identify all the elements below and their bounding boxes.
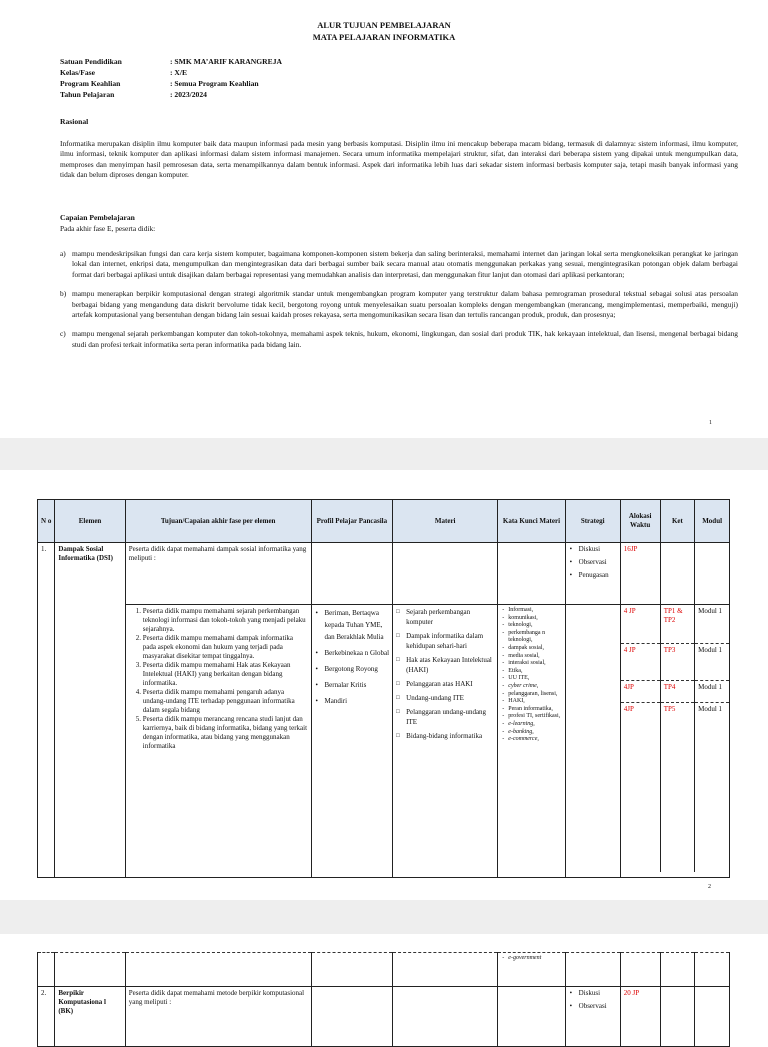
list-marker: a) [60,249,66,258]
list-item-text: mampu mendeskripsikan fungsi dan cara kerja sistem komputer, bagaimana komponen-komponen sistem bekerja dan saling berinteraksi, memahami internet dan jaringan lokal serta mengkoneksikan perangkat ke jaringan lokal dan internet, enkripsi data, mengumpulkan dan mengintegrasikan data dari berbagai sumber baik secara manual atau otomatis menggunakan perkakas yang sesuai, mengintegrasikan potongan objek dalam berbagai format dari berbagai aplikasi untuk disajikan dalam berbagai representasi yang memudahkan analisis dan interpretasi, dan menggunakan fitur lanjut dan otomasi dari aplikasi perkantoran; [72,249,738,279]
header-ket: Ket [660,500,695,543]
empty-cell [311,543,393,605]
empty-cell [695,953,730,987]
list-marker: b) [60,289,67,299]
rasional-heading: Rasional [60,117,89,126]
header-elemen: Elemen [55,500,125,543]
list-item: 2. Peserta didik mampu memahami dampak informatika pada aspek ekonomi dan hukum yang terjadi pada masyarakat disekitar tempat tinggalnya. [143,634,308,661]
header-no: N o [38,500,55,543]
alokasi-total: 20 JP [620,987,660,1047]
list-item: • Diskusi [579,989,617,998]
table-row [38,953,730,987]
list-item: • Observasi [579,558,617,567]
alloc-modul: Modul 1 [698,704,723,713]
empty-cell [393,987,498,1047]
kata-kunci-list [501,607,561,744]
empty-cell [55,953,125,987]
alokasi-subtable [621,605,729,872]
strategi-cell [565,987,620,1047]
keyword-item: - UU ITE, [508,675,561,683]
meta-block [60,57,460,101]
keyword-item: - komunikasi, [508,615,561,623]
list-item [60,249,738,280]
alloc-modul: Modul 1 [695,643,729,680]
list-item: □ Hak atas Kekayaan Intelektual (HAKI) [406,655,494,675]
list-item-text: mampu menerapkan berpikir komputasional dengan strategi algoritmik standar untuk mengembangkan program komputer yang terstruktur dalam bahasa pemrograman prosedural tekstual sebagai solusi atas persoalan berbagai bidang yang mengandung data diskrit bervolume tidak kecil, bergotong royong untuk menyelesaikan suatu persoalan kompleks dengan mengembangkan (merancang, mengimplementasi, memperbaiki, menguji) artefak komputasional yang bersentuhan dengan bidang lain sesuai kaidah proses rekayasa, serta mengomunikasikan secara lisan dan tertulis rancangan produk, produk, dan prosesnya; [72,289,738,320]
list-marker: c) [60,329,66,339]
keyword-item: - e-banking, [508,729,561,737]
list-item: • Mandiri [325,695,390,707]
empty-cell [393,543,498,605]
keyword-item: - e-commerce, [508,736,561,744]
list-item-text: mampu mengenal sejarah perkembangan komputer dan tokoh-tokohnya, memahami aspek teknis, hukum, ekonomi, lingkungan, dan sosial dari produk TIK, hak kekayaan intelektual, dan lisensi, mengenal berbagai bidang studi dan profesi terkait informatika serta peran informatika pada bidang lain. [72,329,738,349]
list-item: - e-government [508,955,561,963]
keyword-item: - interaksi sosial, [508,660,561,668]
list-item: • Bergotong Royong [325,663,390,675]
header-tujuan: Tujuan/Capaian akhir fase per elemen [125,500,311,543]
list-item: □ Undang-undang ITE [406,693,494,703]
list-item: 3. Peserta didik mampu memahami Hak atas Kekayaan Intelektual (HAKI) yang berkaitan dengan bidang informatika. [143,661,308,688]
keyword-item: - dampak sosial, [508,645,561,653]
meta-row [60,68,460,79]
list-item: □ Sejarah perkembangan komputer [406,607,494,627]
list-item: • Bernalar Kritis [325,679,390,691]
alokasi-total: 16JP [620,543,660,605]
table-row [38,987,730,1047]
alloc-row [621,643,729,680]
alloc-ket: TP5 [660,702,694,872]
row-number: 2. [38,987,55,1047]
empty-cell [393,953,498,987]
tujuan-intro: Peserta didik dapat memahami metode berpikir komputasional yang meliputi : [125,987,311,1047]
alloc-jp: 4 JP [621,643,660,680]
empty-cell [620,953,660,987]
keyword-item: - Etika, [508,668,561,676]
list-item [60,289,738,320]
tujuan-intro: Peserta didik dapat memahami dampak sosial informatika yang meliputi : [125,543,311,605]
empty-cell [565,953,620,987]
header-alokasi: Alokasi Waktu [620,500,660,543]
keyword-item: - Informasi, [508,607,561,615]
list-item: □ Bidang-bidang informatika [406,731,494,741]
atp-table-continued [37,952,730,1047]
row-number: 1. [38,543,55,878]
page-2 [0,470,768,900]
header-modul: Modul [695,500,730,543]
alloc-row [621,605,729,643]
document-title: ALUR TUJUAN PEMBELAJARAN [317,20,451,30]
keyword-item: - perkembanga n teknologi, [508,630,561,645]
keyword-item: - pelanggaran, lisensi, [508,691,561,699]
list-item: 4. Peserta didik mampu memahami pengaruh adanya undang-undang ITE terhadap penggunaan informatika dalam segala bidang [143,688,308,715]
alloc-jp: 4JP [621,702,660,872]
list-item: • Penugasan [579,571,617,580]
meta-value: : SMK MA’ARIF KARANGREJA [170,57,282,66]
keyword-item: - HAKI, [508,698,561,706]
alloc-jp: 4JP [621,680,660,702]
document-subtitle: MATA PELAJARAN INFORMATIKA [312,32,456,42]
capaian-heading: Capaian Pembelajaran [60,213,135,222]
alloc-jp: 4 JP [621,605,660,643]
meta-row [60,90,460,101]
header-profil: Profil Pelajar Pancasila [311,500,393,543]
kata-kunci-cell [498,605,565,878]
meta-row [60,79,460,90]
page-1 [0,0,768,438]
alokasi-detail-cell [620,605,729,878]
meta-label: Program Keahlian [60,79,121,88]
empty-cell [38,953,55,987]
elemen-cell: Berpikir Komputasiona l (BK) [55,987,125,1047]
list-item: 1. Peserta didik mampu memahami sejarah perkembangan teknologi informasi dan tokoh-tokoh yang menjadi pelaku sejarahnya. [143,607,308,634]
alloc-ket: TP4 [660,680,694,702]
meta-label: Kelas/Fase [60,68,96,77]
meta-label: Tahun Pelajaran [60,90,115,99]
meta-label: Satuan Pendidikan [60,57,122,66]
empty-cell [660,953,695,987]
alloc-row [621,680,729,702]
header-kata-kunci: Kata Kunci Materi [498,500,565,543]
list-item: □ Dampak informatika dalam kehidupan sehari-hari [406,631,494,651]
list-item [60,329,738,350]
empty-cell [311,953,393,987]
kata-kunci-cell [498,953,565,987]
strategi-cell [565,543,620,605]
table-row [38,605,730,878]
profil-cell [311,605,393,878]
page-gap [0,438,768,470]
keyword-item: - cyber crime, [508,683,561,691]
materi-cell [393,605,498,878]
table-row [38,543,730,605]
empty-cell [498,987,565,1047]
empty-cell [125,953,311,987]
page-gap [0,900,768,934]
capaian-list [60,249,738,350]
list-item: □ Pelanggaran undang-undang ITE [406,707,494,727]
keyword-item: - Peran informatika, [508,706,561,714]
empty-cell [565,605,620,878]
capaian-intro: Pada akhir fase E, peserta didik: [60,224,156,233]
meta-value: : 2023/2024 [170,90,207,99]
meta-row [60,57,460,68]
empty-cell [311,987,393,1047]
empty-cell [660,543,695,605]
list-item: □ Pelanggaran atas HAKI [406,679,494,689]
keyword-item: - e-learning, [508,721,561,729]
alloc-ket: TP3 [660,643,694,680]
alloc-modul: Modul 1 [695,680,729,702]
list-item: • Diskusi [579,545,617,554]
meta-value: : X/E [170,68,188,77]
empty-cell [498,543,565,605]
rasional-paragraph: Informatika merupakan disiplin ilmu komputer baik data maupun informasi pada mesin yang berbasis komputasi. Disiplin ilmu ini mencakup beberapa macam bidang, termasuk di dalamnya: sistem informasi, ilmu komputer, ilmu informasi, teknik komputer dan aplikasi informasi dalam sistem informasi manajemen. Secara umum informatika mempelajari struktur, sifat, dan interaksi dari beberapa sistem yang dipakai untuk mengumpulkan data, memproses dan menyimpan hasil pemrosesan data, serta menampilkannya dalam bentuk informasi. Aspek dari informatika lebih luas dari sekadar sistem informasi berbasis komputer saja, tetapi masih banyak informasi yang tidak dan belum diproses dengan komputer. [60,139,738,180]
keyword-item: - media sosial, [508,653,561,661]
keyword-item: - profesi TI, sertifikasi, [508,713,561,721]
elemen-cell: Dampak Sosial Informatika (DSI) [55,543,125,878]
alloc-ket: TP1 & TP2 [660,605,694,643]
list-item: • Observasi [579,1002,617,1011]
header-materi: Materi [393,500,498,543]
page-number: 2 [708,884,711,890]
alloc-row [621,702,729,872]
meta-value: : Semua Program Keahlian [170,79,259,88]
empty-cell [695,987,730,1047]
tujuan-list-cell [125,605,311,878]
atp-table [37,499,730,878]
keyword-item: - teknologi, [508,622,561,630]
header-strategi: Strategi [565,500,620,543]
empty-cell [660,987,695,1047]
table-header-row [38,500,730,543]
list-item: 5. Peserta didik mampu merancang rencana studi lanjut dan karriernya, baik di bidang informatika, bidang yang terkait dengan informatika, atau bidang yang menggunakan informatika [143,715,308,751]
empty-cell [695,543,730,605]
list-item: • Berkebinekaa n Global [325,647,390,659]
page-3 [0,934,768,1024]
list-item: • Beriman, Bertaqwa kepada Tuhan YME, dan Berakhlak Mulia [325,607,390,643]
page-number: 1 [709,420,712,426]
alloc-modul: Modul 1 [695,605,729,643]
